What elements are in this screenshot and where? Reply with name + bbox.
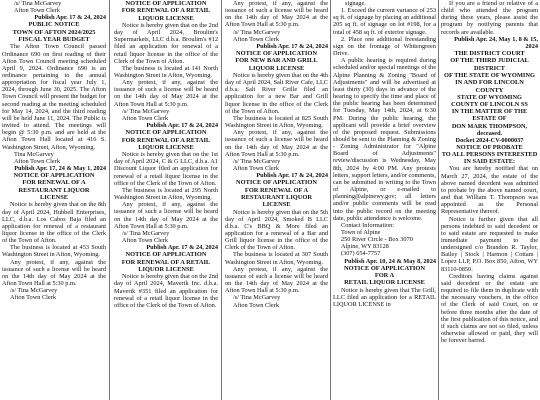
notice-paragraph: /s/ Tina McGarvey [233, 28, 281, 36]
heading-line: FOR RENEWAL OF A RETAIL [121, 136, 211, 144]
heading-line: NOTICE OF APPLICATION [125, 251, 207, 259]
notice-paragraph: Afton Town Clerk [233, 35, 279, 43]
publish-line [114, 122, 218, 129]
notice-body [441, 0, 538, 36]
heading-line: NOTICE OF APPLICATION [125, 129, 207, 137]
heading-line: PUBLIC NOTICE [28, 21, 80, 29]
heading-line: LIQUOR LICENSE [248, 64, 305, 72]
notice-paragraph: 250 River Circle - Box 3070 [341, 236, 413, 244]
notice-paragraph: The business is located at 825 South Washington Street in Afton, Wyoming. [225, 114, 328, 130]
signature-line: signage. [345, 0, 366, 7]
publish-line [225, 43, 328, 50]
notice-paragraph: The business is located at 307 South Washington Street in Afton, Wyoming. [225, 251, 328, 266]
notice-paragraph: /s/ Tina McGarvey [233, 157, 281, 165]
notice-body [225, 0, 328, 43]
heading-line: FOR RENEWAL OF A [22, 179, 86, 187]
notice-heading [114, 0, 218, 22]
heading-line: OF THE STATE OF WYOMING [443, 71, 536, 79]
column-3 [225, 0, 328, 400]
notice-paragraph: Afton Town Clerk [122, 237, 168, 244]
heading-line: NOTICE OF APPLICATION [236, 179, 317, 187]
publish-dates: Publish Apr. 17 & 24, 2024 [146, 122, 218, 130]
notice-paragraph: Town of Alpine [341, 229, 381, 236]
heading-line: NOTICE OF APPLICATION [344, 264, 425, 272]
signature-lines [2, 0, 106, 14]
notice-heading [114, 251, 218, 273]
column-4 [333, 0, 436, 400]
notice-body [114, 273, 218, 309]
notice-paragraph: (307) 654-7757 [341, 250, 381, 258]
notice-paragraph: Creditors having claims against said decedent or the estate are required to file them in duplicate with the necessary vouchers, in the office of the Clerk of said Court, on or before three months after the date of the first publication of this notice, and if such claims are not so filed, unless otherwise allowed or paid, they will be forever barred. [441, 272, 538, 345]
heading-line: THE DISTRICT COURT [454, 50, 525, 58]
caption-line: DON MARK THOMPSON, deceased. [451, 122, 528, 137]
notice-paragraph: The Afton Town Council passed Ordinance 690 on first reading of their Afton Town Council meeting scheduled April 9, 2024. Ordinance 690 is an ordinance pertaining to the annual appropriation for fiscal year July 1, 2024, through June 30, 2025. The Afton Town Council will present the budget for second reading at the meeting scheduled for May 14, 2024, and the third reading will be held June 11, 2024. The Public is invited to attend. The meetings will begin @ 5:30 p.m. and are held at the Afton Town Hall located at 416 S. Washington Street, Afton, Wyoming. [2, 43, 106, 151]
signature-line: Tina McGarvey [14, 150, 54, 158]
signature-line: /s/ Tina McGarvey [14, 0, 62, 7]
heading-line: FISCAL YEAR BUDGET [18, 36, 90, 44]
notice-paragraph: Any protest, if any, against the issuance of such a license will be heard on the 14th day of May 2024 at the Afton Town Hall at 5:30 p.m. [225, 0, 328, 29]
column-divider [330, 0, 331, 400]
heading-line: IN AND FOR LINCOLN [455, 79, 524, 87]
notice-paragraph: /s/ Tina McGarvey [233, 294, 281, 302]
heading-line: OF THE THIRD JUDICIAL [450, 57, 529, 65]
notice-paragraph: Notice is hereby given that on the 1st day of April 2024, C & G LLC, d.b.a. A1 Discount Liquor filed an application for renewal of a retail liquor license in the office of the Clerk of the Town of Afton. [114, 151, 218, 187]
heading-line: NOTICE OF APPLICATION [13, 172, 95, 180]
column-divider [221, 0, 222, 400]
heading-line: NOTICE OF APPLICATION [236, 50, 317, 58]
heading-line: FOR NEW BAR AND GRILL [235, 57, 318, 65]
notice-body [114, 151, 218, 244]
publish-dates: Publish Apr. 17 & 24, 2024 [256, 172, 328, 180]
notice-paragraph: /s/ Tina McGarvey [10, 287, 58, 295]
notice-paragraph: /s/ Tina McGarvey [122, 229, 170, 237]
notice-paragraph: Afton Town Clerk [233, 301, 279, 309]
signature-lines [333, 0, 436, 7]
notice-paragraph: The business is located at 141 North Washington Street in Afton, Wyoming. [114, 64, 218, 79]
notice-heading [2, 172, 106, 201]
column-1 [2, 0, 106, 400]
notice-body [114, 22, 218, 122]
publish-line [2, 14, 106, 21]
notice-paragraph: If you are a friend or relative of a child who attended the program during these years, please assist the program by notifying parents that records are available. [441, 0, 538, 36]
notice-body [2, 201, 106, 301]
heading-line: LICENSE [39, 194, 69, 202]
notice-paragraph: Any protest, if any, against the issuance of such a license will be heard on the 14th day of May 2024 at the Afton Town Hall at 5:30 p.m. [114, 79, 218, 108]
publish-line [225, 172, 328, 179]
notice-heading [2, 21, 106, 43]
publish-line [114, 244, 218, 251]
caption-line: IN THE MATTER OF THE ESTATE OF [451, 108, 528, 123]
signature-line: Afton Town Clerk [14, 7, 60, 15]
caption-line: TO ALL PERSONS INTERESTED IN SAID ESTATE: [441, 151, 538, 166]
notice-paragraph: Afton Town Clerk [122, 114, 168, 122]
notice-heading [225, 179, 328, 208]
column-5 [441, 0, 538, 400]
heading-line: RESTAURANT LIQUOR [241, 193, 312, 201]
publish-dates: Publish Apr. 17 & 24, 2024 [146, 244, 218, 252]
column-divider [438, 0, 439, 400]
notice-paragraph: You are hereby notified that on March 27, 2024, the estate of the above named decedent was admitted to probate by the above named court, and that William T. Thompson was appointed as the Personal Representative thereof. [441, 165, 538, 216]
notice-heading [333, 265, 436, 287]
caption-line: STATE OF WYOMING [457, 93, 522, 101]
notice-body [225, 72, 328, 172]
signature-line: Afton Town Clerk [14, 157, 60, 165]
notice-paragraph: Notice is hereby given that on the 8th day of April 2024, Hubbell Enterprises, LLC, d.b.a. Los Cabos Baja filed an application for renewal of a restaurant liquor license in the office of the Clerk of the Town of Afton. [2, 201, 106, 245]
publish-dates: Publish Apr. 17 & 24, 2024 [34, 14, 106, 22]
heading-line: FOR RENEWAL OF A RETAIL [121, 258, 211, 266]
notice-body [225, 209, 328, 309]
notice-paragraph: 2. Place one additional freestanding sign on the frontage of Whitengreen Drive. [333, 35, 436, 58]
notice-paragraph: The business is located at 453 South Washington Street in Afton, Wyoming. [2, 244, 106, 259]
notice-paragraph: Notice is hereby given that on the 2nd day of April 2024, Broulim's Supermarkets, LLC d.b.a. Broulim's #12 filed an application for renewal of a retail liquor license in the office of the Clerk of the Town of Afton. [114, 21, 218, 65]
notice-paragraph: The business is located at 295 North Washington Street in Afton, Wyoming. [114, 186, 218, 202]
notice-heading [225, 50, 328, 72]
notice-heading [114, 129, 218, 151]
notice-paragraph: Any protest, if any, against the issuance of such a license will be heard on the 14th day of May 2024 at the Afton Town Hall at 5:30 p.m. [225, 129, 328, 158]
heading-line: LIQUOR LICENSE [138, 143, 194, 151]
heading-line: RESTAURANT LIQUOR [18, 186, 90, 194]
notice-body [333, 7, 436, 257]
heading-line: NOTICE OF APPLICATION [125, 0, 207, 7]
publish-line [333, 258, 436, 265]
notice-paragraph: Contact Information: [341, 221, 394, 229]
heading-line: LIQUOR LICENSE [138, 14, 194, 22]
publish-dates: Publish Apr. 10, 24 & May 8, 2024 [344, 257, 436, 265]
notice-paragraph: Afton Town Clerk [10, 294, 56, 302]
column-divider [109, 0, 110, 400]
notice-paragraph: Notice is hereby given that on the 5th day of April 2024, Smoked B LLC d.b.a. C's BBQ & More filed an application for a renewal of a Bar and Grill liquor license in the office of the Clerk of the Town of Afton. [225, 208, 328, 252]
notice-paragraph: A public hearing is required during scheduled and/or special meetings of the Alpine Planning & Zoning "Board of Adjustments" and will be advertised at least thirty (30) days in advance of the hearing to specify the time and place of the public hearing has been determined for Tuesday, May 14th, 2024, at 6:30 PM. During the public hearing, the applicant will provide a brief overview of the proposed request. Submissions should be sent to the Planning & Zoning - Zoning Administrator for "Alpine Board of Adjustments" review/discussion is Wednesday, May 8th, 2024 by 4:00 PM. Any protests letters, support letters, and/or comments, can be submitted in writing to the Town of Alpine, or e-mailed to planning@alpinewy.gov; all letters and/or public comments will be read into the public record on the meeting date, public attendance is welcome. [333, 57, 436, 222]
heading-line: FOR RENEWAL OF A RETAIL [121, 7, 211, 15]
notice-paragraph: Any protest, if any, against the issuance of such a license will be heard on the 14th day of May 2024 at the Afton Town Hall at 5:30 p.m. [225, 265, 328, 295]
heading-line: LICENSE [262, 201, 291, 209]
column-2 [114, 0, 218, 400]
signature-lines [2, 151, 106, 165]
notice-heading [441, 50, 538, 94]
notice-body [2, 43, 106, 150]
heading-line: FOR RENEWAL OF A [244, 186, 309, 194]
notice-paragraph: Any protest, if any, against the issuance of such a license will be heard on the 14th day of May 2024 at the Afton Town Hall at 5:30 p.m. [2, 258, 106, 288]
heading-line: FOR A [374, 272, 395, 280]
publish-dates: Publish Apr. 17 & 24, 2024 [256, 42, 328, 50]
caption-line: COUNTY OF LINCOLN SS [451, 101, 528, 109]
caption-line: NOTICE OF PROBATE [456, 143, 523, 151]
notice-paragraph: Afton Town Clerk [233, 165, 279, 173]
notice-paragraph: Notice is hereby given that The Grill, LLC filed an application for a RETAIL LIQUOR LICENSE in [333, 286, 436, 308]
publish-line [2, 165, 106, 172]
notice-paragraph: 1. Exceed the current variance of 253 sq ft. of signage by placing an additional 205 sq ft. of signage on lot #198, for a total of 458 sq ft. of exterior signage. [333, 7, 436, 36]
notice-paragraph: Notice is further given that all persons indebted to said decedent or to said estate are requested to make immediate payment to the undersigned c/o Brandon R. Taylor, Bailey | Stock | Harmon | Cottam | Lopez LLP, P.O. Box 850, Afton, WY 83110-0850. [441, 215, 538, 273]
heading-line: TOWN OF AFTON 2024/2025 [12, 28, 96, 36]
publish-dates: Publish Apr. 24, May 1, 8 & 15, 2024 [454, 35, 538, 50]
heading-line: LIQUOR LICENSE [138, 265, 194, 273]
notice-paragraph: Notice is hereby given that on the 4th day of April 2024, Salt River Cafe, LLC d.b.a. Salt River Grille filed an application for a new Bar and Grill liquor license in the office of the Clerk of the Town of Afton. [225, 71, 328, 115]
court-caption [441, 94, 538, 166]
heading-line: DISTRICT [474, 64, 505, 72]
heading-line: RETAIL LIQUOR LICENSE [344, 279, 425, 287]
caption-line: Docket 2024-CV-0000037 [455, 136, 524, 144]
publish-dates: Publish Apr. 17, 24 & May 1, 2024 [14, 165, 106, 173]
publish-line [441, 36, 538, 50]
notice-paragraph: Alpine, WY 83128 [341, 243, 389, 251]
notice-paragraph: /s/ Tina McGarvey [122, 107, 170, 115]
notice-paragraph: Notice is hereby given that on the 2nd day of April 2024, Maverik Inc. d.b.a. Maverik #351 filed an application for renewal of a retail liquor license in the office of the Clerk of the Town of Afton. [114, 273, 218, 309]
heading-line: COUNTY [475, 86, 504, 94]
notice-body [333, 287, 436, 308]
notice-body [441, 165, 538, 344]
notice-paragraph: Any protest, if any, against the issuance of such a license will be heard on the 14th day of May 2024 at the Afton Town Hall at 5:30 p.m. [114, 201, 218, 230]
